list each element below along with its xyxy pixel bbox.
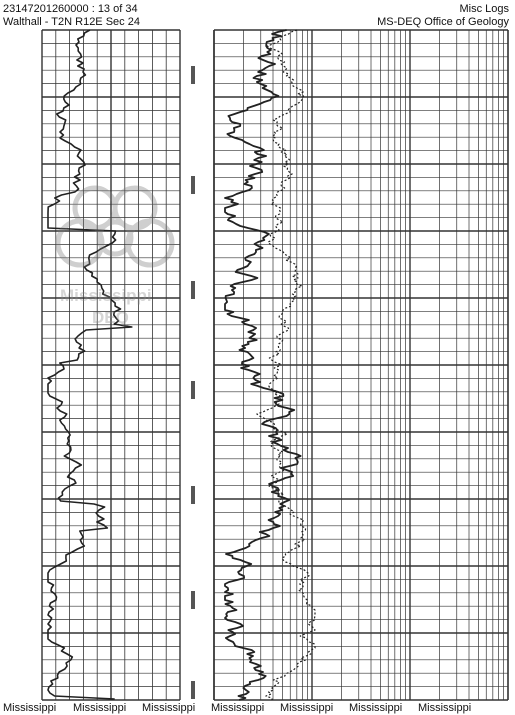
mdeq-seal-icon bbox=[50, 168, 180, 288]
depth-track bbox=[191, 66, 195, 699]
watermark-line1: Mississippi bbox=[60, 286, 152, 305]
well-location: Walthall - T2N R12E Sec 24 bbox=[3, 16, 140, 28]
footer-text: Mississippi bbox=[280, 702, 334, 714]
depth-marker bbox=[191, 486, 195, 504]
depth-marker bbox=[191, 681, 195, 699]
footer-text: Mississippi bbox=[211, 702, 265, 714]
depth-marker bbox=[191, 591, 195, 609]
depth-marker bbox=[191, 66, 195, 84]
watermark-line2: DEQ bbox=[92, 308, 129, 327]
depth-marker bbox=[191, 176, 195, 194]
depth-marker bbox=[191, 281, 195, 299]
log-type: Misc Logs bbox=[459, 3, 509, 15]
document-id: 23147201260000 : 13 of 34 bbox=[3, 3, 138, 15]
right-log-track bbox=[214, 30, 508, 700]
mdeq-watermark bbox=[50, 168, 180, 338]
footer-text: Mississippi bbox=[142, 702, 196, 714]
depth-marker bbox=[191, 381, 195, 399]
office-name: MS-DEQ Office of Geology bbox=[377, 16, 509, 28]
left-log-track bbox=[42, 30, 180, 700]
footer-watermark-row bbox=[0, 701, 515, 715]
footer-text: Mississippi bbox=[349, 702, 403, 714]
footer-text: Mississippi bbox=[3, 702, 57, 714]
footer-text: Mississippi bbox=[418, 702, 472, 714]
footer-text: Mississippi bbox=[73, 702, 127, 714]
